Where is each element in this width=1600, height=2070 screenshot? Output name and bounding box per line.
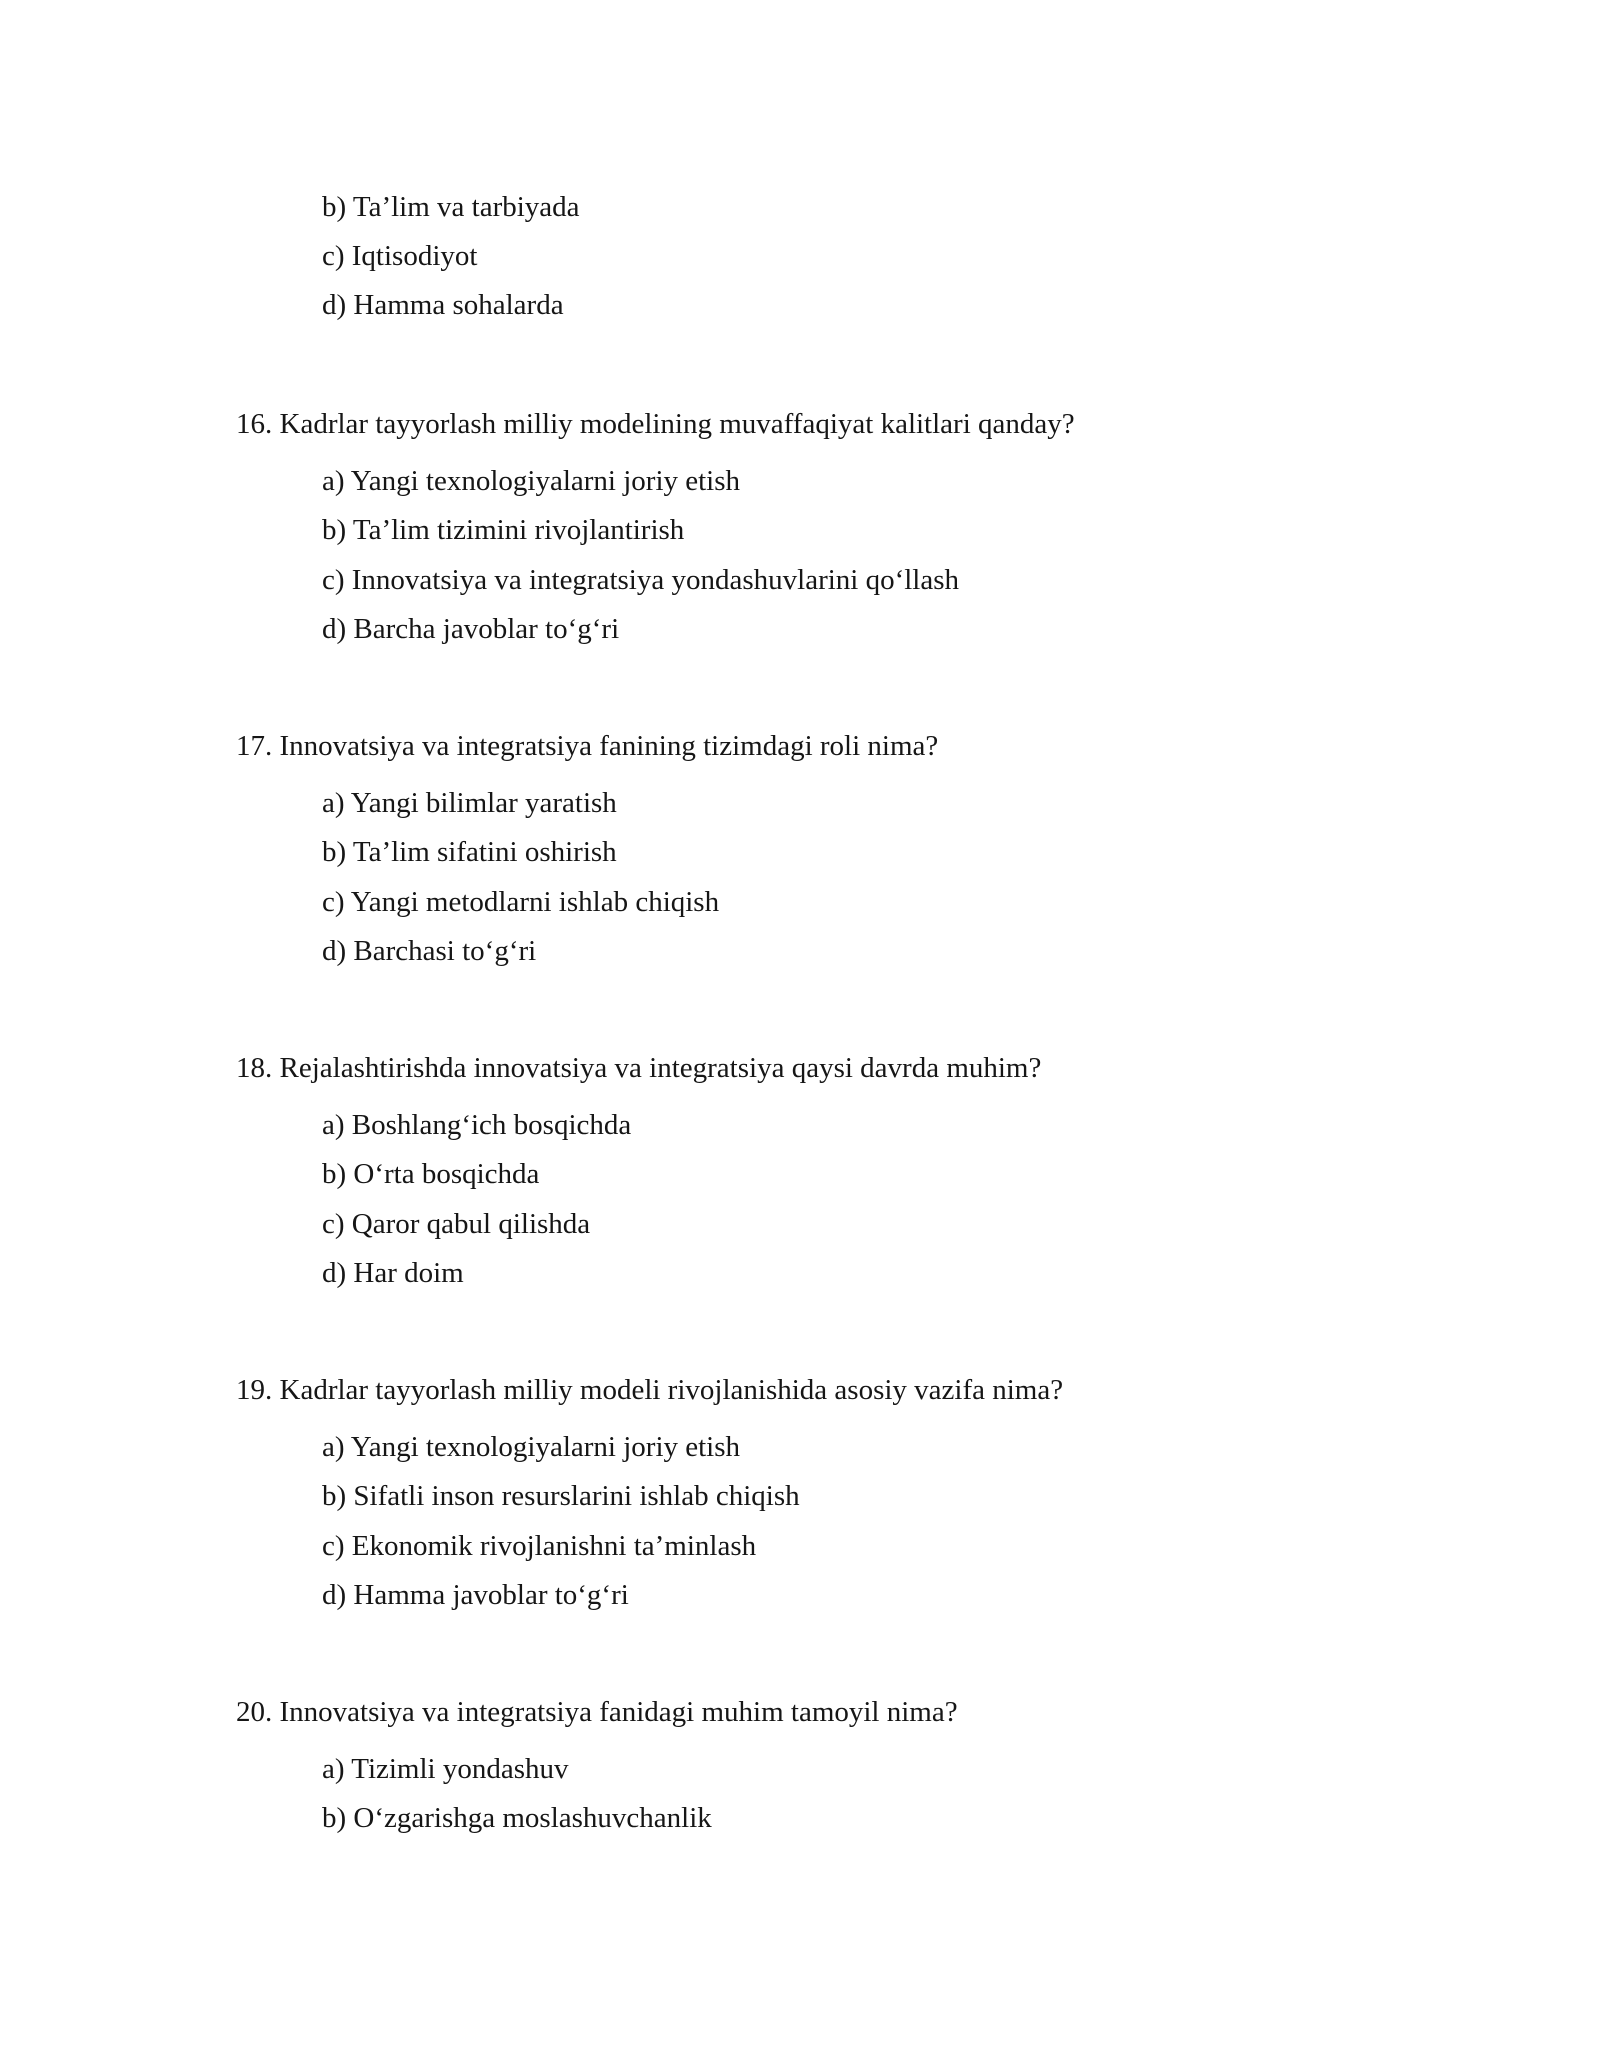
option-b: b) O‘rta bosqichda <box>322 1158 540 1190</box>
option-d: d) Hamma javoblar to‘g‘ri <box>322 1579 629 1611</box>
option-b: b) Ta’lim va tarbiyada <box>322 191 580 223</box>
question-18: 18. Rejalashtirishda innovatsiya va integratsiya qaysi davrda muhim? <box>236 1052 1042 1084</box>
option-c: c) Ekonomik rivojlanishni ta’minlash <box>322 1530 757 1562</box>
question-19: 19. Kadrlar tayyorlash milliy modeli rivojlanishida asosiy vazifa nima? <box>236 1374 1064 1406</box>
option-c: c) Yangi metodlarni ishlab chiqish <box>322 886 720 918</box>
option-b: b) O‘zgarishga moslashuvchanlik <box>322 1802 712 1834</box>
option-d: d) Hamma sohalarda <box>322 289 564 321</box>
question-20: 20. Innovatsiya va integratsiya fanidagi muhim tamoyil nima? <box>236 1696 958 1728</box>
option-b: b) Ta’lim sifatini oshirish <box>322 836 617 868</box>
option-c: c) Iqtisodiyot <box>322 240 478 272</box>
option-c: c) Qaror qabul qilishda <box>322 1208 591 1240</box>
option-c: c) Innovatsiya va integratsiya yondashuvlarini qo‘llash <box>322 564 960 596</box>
option-d: d) Barchasi to‘g‘ri <box>322 935 537 967</box>
option-b: b) Sifatli inson resurslarini ishlab chiqish <box>322 1480 800 1512</box>
option-a: a) Boshlang‘ich bosqichda <box>322 1109 632 1141</box>
option-d: d) Har doim <box>322 1257 464 1289</box>
option-a: a) Yangi texnologiyalarni joriy etish <box>322 465 741 497</box>
option-b: b) Ta’lim tizimini rivojlantirish <box>322 514 685 546</box>
option-a: a) Yangi texnologiyalarni joriy etish <box>322 1431 741 1463</box>
option-d: d) Barcha javoblar to‘g‘ri <box>322 613 620 645</box>
option-a: a) Yangi bilimlar yaratish <box>322 787 617 819</box>
option-a: a) Tizimli yondashuv <box>322 1753 569 1785</box>
question-17: 17. Innovatsiya va integratsiya fanining tizimdagi roli nima? <box>236 730 939 762</box>
question-16: 16. Kadrlar tayyorlash milliy modelining muvaffaqiyat kalitlari qanday? <box>236 408 1075 440</box>
